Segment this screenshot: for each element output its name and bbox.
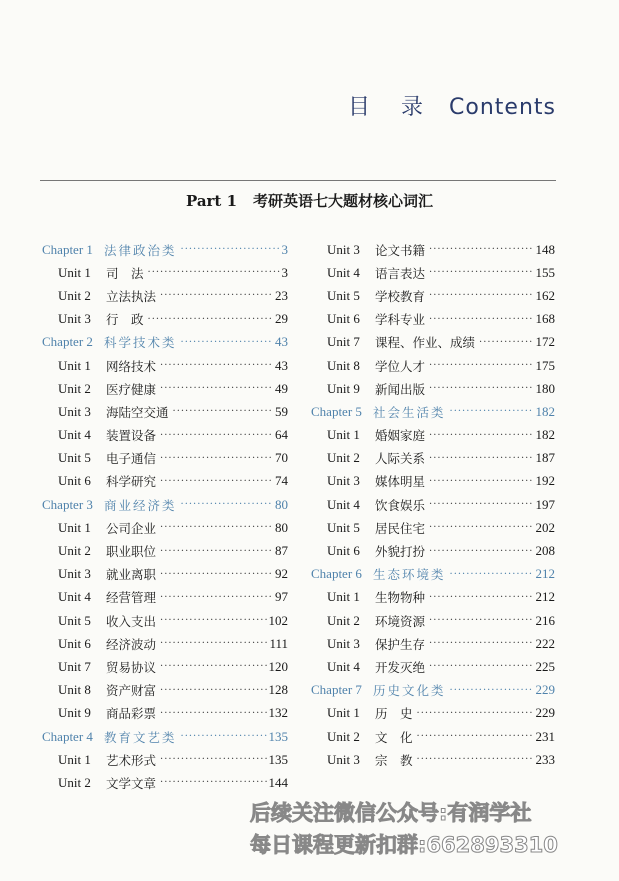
toc-unit-entry[interactable]: [42, 261, 288, 284]
dot-leader: [450, 685, 534, 696]
entry-page-number: 43: [275, 357, 288, 373]
toc-unit-entry[interactable]: [311, 702, 555, 725]
dot-leader: [429, 267, 533, 278]
entry-label: Unit 4: [327, 658, 360, 674]
toc-unit-entry[interactable]: [42, 308, 288, 331]
entry-label: Unit 7: [327, 334, 360, 350]
entry-label: Unit 4: [327, 264, 360, 280]
dot-leader: [181, 731, 267, 742]
entry-title: 职业职位: [106, 544, 157, 560]
entry-label: Unit 5: [327, 287, 360, 303]
toc-chapter-entry[interactable]: [42, 331, 288, 354]
dot-leader: [160, 476, 273, 487]
entry-page-number: 229: [535, 682, 555, 698]
entry-title: 历史文化类: [373, 683, 446, 699]
entry-page-number: 128: [268, 682, 288, 698]
dot-leader: [417, 708, 534, 719]
entry-page-number: 135: [268, 728, 288, 744]
dot-leader: [181, 244, 280, 255]
dot-leader: [160, 592, 273, 603]
entry-title: 就业离职: [106, 567, 157, 583]
dot-leader: [429, 244, 533, 255]
entry-page-number: 192: [535, 473, 555, 489]
dot-leader: [173, 406, 273, 417]
entry-title: 语言表达: [375, 265, 426, 281]
dot-leader: [429, 592, 533, 603]
entry-label: Unit 8: [58, 682, 91, 698]
toc-chapter-entry[interactable]: [311, 563, 555, 586]
entry-label: Unit 1: [58, 357, 91, 373]
entry-page-number: 111: [269, 635, 288, 651]
toc-unit-entry[interactable]: [42, 516, 288, 539]
dot-leader: [160, 754, 266, 765]
entry-label: Unit 5: [327, 519, 360, 535]
toc-unit-entry[interactable]: [311, 609, 555, 632]
entry-title: 科学技术类: [104, 335, 177, 351]
entry-title: 商业经济类: [104, 497, 177, 513]
entry-title: 饮食娱乐: [375, 497, 426, 513]
entry-label: Unit 2: [58, 380, 91, 396]
entry-page-number: 3: [281, 241, 288, 257]
toc-unit-entry[interactable]: [42, 470, 288, 493]
entry-title: 宗 教: [375, 752, 413, 768]
toc-unit-entry[interactable]: [42, 563, 288, 586]
entry-label: Unit 3: [327, 473, 360, 489]
toc-unit-entry[interactable]: [311, 655, 555, 678]
dot-leader: [160, 383, 273, 394]
divider-rule: [40, 180, 556, 181]
entry-page-number: 23: [275, 287, 288, 303]
dot-leader: [160, 569, 273, 580]
entry-title: 居民住宅: [375, 520, 426, 536]
entry-label: Unit 3: [327, 241, 360, 257]
toc-left-column: [42, 238, 288, 795]
entry-page-number: 197: [535, 496, 555, 512]
entry-title: 行 政: [106, 312, 144, 328]
dot-leader: [148, 314, 273, 325]
entry-label: Unit 4: [58, 427, 91, 443]
entry-page-number: 132: [268, 705, 288, 721]
dot-leader: [450, 406, 534, 417]
toc-chapter-entry[interactable]: [311, 400, 555, 423]
watermark-line-1: 后续关注微信公众号:有润学社: [250, 801, 532, 825]
toc-unit-entry[interactable]: [311, 539, 555, 562]
entry-label: Unit 3: [58, 311, 91, 327]
title-chinese: 目 录: [348, 95, 436, 120]
entry-title: 学校教育: [375, 288, 426, 304]
entry-page-number: 120: [268, 658, 288, 674]
dot-leader: [417, 754, 534, 765]
entry-label: Chapter 1: [42, 241, 93, 257]
entry-label: Unit 3: [327, 635, 360, 651]
dot-leader: [160, 430, 273, 441]
entry-label: Unit 1: [58, 264, 91, 280]
dot-leader: [429, 476, 533, 487]
contents-title: [348, 90, 556, 121]
entry-page-number: 92: [275, 566, 288, 582]
toc-chapter-entry[interactable]: [42, 493, 288, 516]
part-label: Part 1: [185, 192, 238, 210]
dot-leader: [160, 685, 266, 696]
entry-page-number: 148: [535, 241, 555, 257]
toc-unit-entry[interactable]: [42, 632, 288, 655]
entry-page-number: 80: [275, 496, 288, 512]
entry-title: 装置设备: [106, 428, 157, 444]
part-title: 考研英语七大题材核心词汇: [253, 192, 434, 210]
entry-page-number: 208: [535, 543, 555, 559]
toc-unit-entry[interactable]: [311, 493, 555, 516]
toc-unit-entry[interactable]: [311, 424, 555, 447]
entry-label: Unit 5: [58, 450, 91, 466]
toc-unit-entry[interactable]: [42, 284, 288, 307]
entry-title: 文学文章: [106, 775, 157, 791]
entry-page-number: 202: [535, 519, 555, 535]
entry-page-number: 49: [275, 380, 288, 396]
entry-page-number: 212: [535, 566, 555, 582]
entry-page-number: 168: [535, 311, 555, 327]
toc-unit-entry[interactable]: [311, 261, 555, 284]
entry-page-number: 225: [535, 658, 555, 674]
entry-label: Unit 9: [327, 380, 360, 396]
entry-title: 文 化: [375, 729, 413, 745]
entry-page-number: 187: [535, 450, 555, 466]
entry-label: Unit 1: [58, 751, 91, 767]
toc-unit-entry[interactable]: [311, 377, 555, 400]
entry-label: Unit 6: [58, 635, 91, 651]
dot-leader: [429, 638, 533, 649]
entry-title: 科学研究: [106, 474, 157, 490]
entry-title: 历 史: [375, 706, 413, 722]
dot-leader: [160, 777, 266, 788]
entry-title: 社会生活类: [373, 404, 446, 420]
entry-label: Chapter 3: [42, 496, 93, 512]
entry-title: 论文书籍: [375, 242, 426, 258]
entry-title: 开发灭绝: [375, 659, 426, 675]
entry-label: Unit 5: [58, 612, 91, 628]
dot-leader: [160, 661, 266, 672]
dot-leader: [181, 337, 273, 348]
entry-title: 立法执法: [106, 288, 157, 304]
dot-leader: [429, 453, 533, 464]
toc-unit-entry[interactable]: [311, 238, 555, 261]
entry-page-number: 175: [535, 357, 555, 373]
dot-leader: [429, 314, 533, 325]
entry-title: 法律政治类: [104, 242, 177, 258]
entry-page-number: 97: [275, 589, 288, 605]
entry-page-number: 135: [268, 751, 288, 767]
entry-page-number: 29: [275, 311, 288, 327]
dot-leader: [429, 290, 533, 301]
entry-label: Unit 4: [327, 496, 360, 512]
entry-title: 学科专业: [375, 312, 426, 328]
entry-page-number: 172: [535, 334, 555, 350]
toc-unit-entry[interactable]: [311, 447, 555, 470]
entry-title: 经营管理: [106, 590, 157, 606]
dot-leader: [429, 430, 533, 441]
toc-chapter-entry[interactable]: [42, 725, 288, 748]
entry-title: 贸易协议: [106, 659, 157, 675]
dot-leader: [160, 522, 273, 533]
toc-unit-entry[interactable]: [42, 679, 288, 702]
entry-label: Unit 1: [327, 427, 360, 443]
entry-label: Unit 2: [327, 612, 360, 628]
dot-leader: [160, 290, 273, 301]
entry-page-number: 212: [535, 589, 555, 605]
entry-label: Unit 2: [58, 774, 91, 790]
entry-label: Chapter 2: [42, 334, 93, 350]
entry-page-number: 3: [281, 264, 288, 280]
entry-page-number: 233: [535, 751, 555, 767]
entry-title: 人际关系: [375, 451, 426, 467]
entry-title: 收入支出: [106, 613, 157, 629]
entry-title: 生物物种: [375, 590, 426, 606]
toc-unit-entry[interactable]: [42, 748, 288, 771]
dot-leader: [160, 360, 273, 371]
entry-page-number: 182: [535, 427, 555, 443]
entry-label: Unit 4: [58, 589, 91, 605]
toc-unit-entry[interactable]: [311, 632, 555, 655]
entry-label: Chapter 5: [311, 403, 362, 419]
entry-title: 艺术形式: [106, 752, 157, 768]
entry-title: 海陆空交通: [106, 404, 169, 420]
entry-page-number: 216: [535, 612, 555, 628]
entry-page-number: 74: [275, 473, 288, 489]
toc-unit-entry[interactable]: [311, 331, 555, 354]
entry-page-number: 64: [275, 427, 288, 443]
toc-unit-entry[interactable]: [311, 516, 555, 539]
entry-title: 医疗健康: [106, 381, 157, 397]
toc-unit-entry[interactable]: [42, 771, 288, 794]
entry-label: Unit 3: [58, 403, 91, 419]
title-english: Contents: [449, 95, 556, 120]
dot-leader: [429, 615, 533, 626]
entry-title: 教育文艺类: [104, 729, 177, 745]
entry-page-number: 70: [275, 450, 288, 466]
dot-leader: [160, 708, 266, 719]
entry-title: 保护生存: [375, 636, 426, 652]
entry-label: Unit 1: [327, 589, 360, 605]
toc-unit-entry[interactable]: [311, 725, 555, 748]
entry-page-number: 144: [268, 774, 288, 790]
entry-page-number: 162: [535, 287, 555, 303]
dot-leader: [181, 499, 273, 510]
dot-leader: [429, 522, 533, 533]
toc-unit-entry[interactable]: [311, 470, 555, 493]
toc-right-column: [311, 238, 555, 771]
dot-leader: [148, 267, 280, 278]
entry-title: 学位人才: [375, 358, 426, 374]
dot-leader: [417, 731, 534, 742]
entry-title: 新闻出版: [375, 381, 426, 397]
entry-label: Unit 8: [327, 357, 360, 373]
dot-leader: [429, 499, 533, 510]
entry-title: 经济波动: [106, 636, 157, 652]
toc-unit-entry[interactable]: [311, 308, 555, 331]
dot-leader: [429, 661, 533, 672]
entry-label: Chapter 6: [311, 566, 362, 582]
dot-leader: [429, 360, 533, 371]
toc-unit-entry[interactable]: [42, 702, 288, 725]
entry-page-number: 229: [535, 705, 555, 721]
toc-unit-entry[interactable]: [42, 424, 288, 447]
entry-title: 公司企业: [106, 520, 157, 536]
entry-title: 环境资源: [375, 613, 426, 629]
entry-page-number: 102: [268, 612, 288, 628]
entry-title: 司 法: [106, 265, 144, 281]
entry-label: Unit 1: [327, 705, 360, 721]
entry-label: Unit 2: [327, 450, 360, 466]
entry-label: Unit 9: [58, 705, 91, 721]
entry-label: Unit 3: [58, 566, 91, 582]
entry-title: 媒体明星: [375, 474, 426, 490]
toc-unit-entry[interactable]: [42, 400, 288, 423]
entry-page-number: 87: [275, 543, 288, 559]
part-heading: [0, 190, 619, 211]
toc-unit-entry[interactable]: [42, 377, 288, 400]
toc-chapter-entry[interactable]: [311, 679, 555, 702]
entry-label: Chapter 4: [42, 728, 93, 744]
entry-label: Unit 6: [327, 311, 360, 327]
entry-title: 电子通信: [106, 451, 157, 467]
toc-chapter-entry[interactable]: [42, 238, 288, 261]
entry-title: 课程、作业、成绩: [375, 335, 476, 351]
entry-label: Unit 2: [327, 728, 360, 744]
entry-title: 外貌打扮: [375, 544, 426, 560]
entry-label: Unit 2: [58, 287, 91, 303]
dot-leader: [160, 638, 267, 649]
toc-unit-entry[interactable]: [311, 586, 555, 609]
entry-label: Unit 6: [327, 543, 360, 559]
dot-leader: [160, 546, 273, 557]
entry-title: 网络技术: [106, 358, 157, 374]
entry-page-number: 231: [535, 728, 555, 744]
toc-unit-entry[interactable]: [42, 655, 288, 678]
toc-unit-entry[interactable]: [42, 609, 288, 632]
entry-label: Unit 7: [58, 658, 91, 674]
dot-leader: [450, 569, 534, 580]
entry-page-number: 80: [275, 519, 288, 535]
toc-unit-entry[interactable]: [311, 284, 555, 307]
watermark-line-2: 每日课程更新扣群:662893310: [250, 833, 558, 857]
entry-page-number: 43: [275, 334, 288, 350]
entry-label: Unit 3: [327, 751, 360, 767]
dot-leader: [479, 337, 533, 348]
entry-title: 生态环境类: [373, 567, 446, 583]
entry-label: Unit 2: [58, 543, 91, 559]
entry-page-number: 182: [535, 403, 555, 419]
toc-unit-entry[interactable]: [42, 539, 288, 562]
dot-leader: [160, 615, 266, 626]
dot-leader: [429, 383, 533, 394]
entry-label: Unit 6: [58, 473, 91, 489]
entry-title: 婚姻家庭: [375, 428, 426, 444]
toc-unit-entry[interactable]: [42, 354, 288, 377]
entry-title: 商品彩票: [106, 706, 157, 722]
entry-page-number: 59: [275, 403, 288, 419]
toc-unit-entry[interactable]: [42, 447, 288, 470]
toc-unit-entry[interactable]: [42, 586, 288, 609]
entry-label: Chapter 7: [311, 682, 362, 698]
entry-title: 资产财富: [106, 683, 157, 699]
entry-page-number: 180: [535, 380, 555, 396]
entry-label: Unit 1: [58, 519, 91, 535]
entry-page-number: 222: [535, 635, 555, 651]
dot-leader: [429, 546, 533, 557]
toc-unit-entry[interactable]: [311, 354, 555, 377]
entry-page-number: 155: [535, 264, 555, 280]
toc-unit-entry[interactable]: [311, 748, 555, 771]
dot-leader: [160, 453, 273, 464]
